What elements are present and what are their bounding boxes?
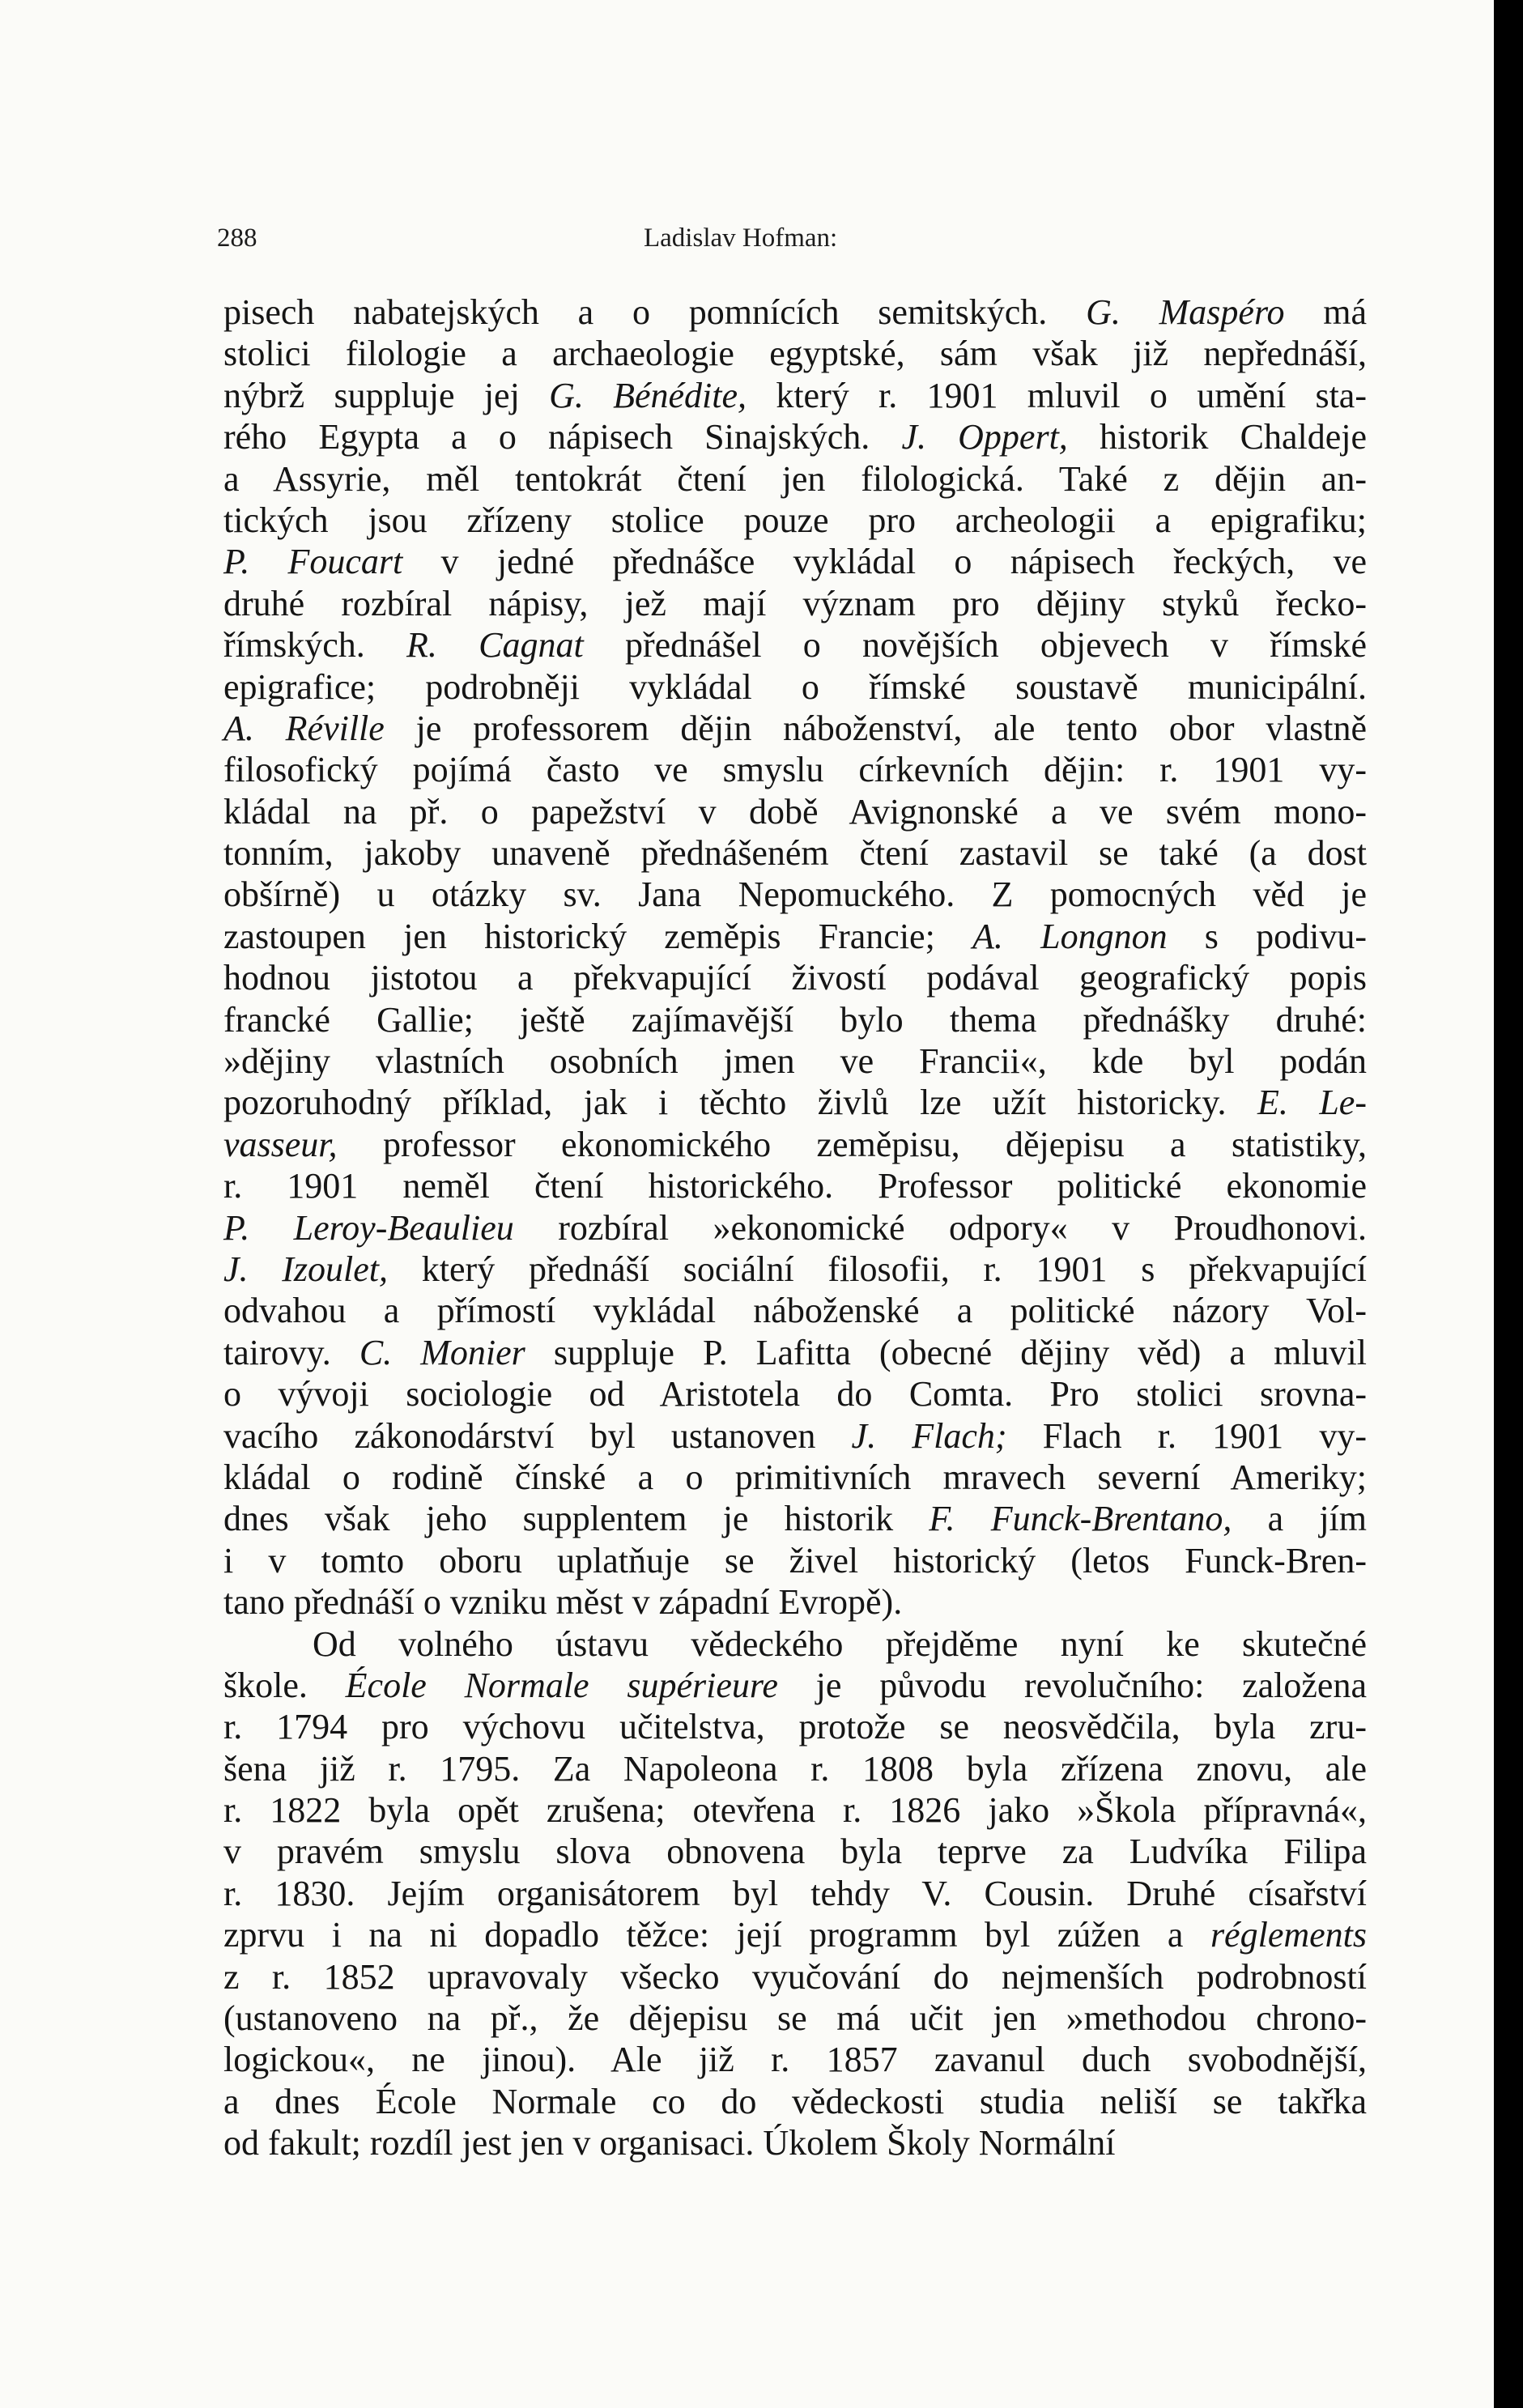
text-line bbox=[223, 458, 1367, 500]
text-run: který přednáší sociální filosofii, r. 1901 s překvapující bbox=[388, 1249, 1367, 1289]
text-run: professor ekonomického zeměpisu, dějepisu a statistiky, bbox=[337, 1124, 1367, 1164]
text-run: tairovy. bbox=[223, 1332, 359, 1372]
text-line bbox=[223, 500, 1367, 541]
text-line bbox=[223, 1124, 1367, 1165]
text-line bbox=[223, 1415, 1367, 1457]
text-run: v jedné přednášce vykládal o nápisech řeckých, ve bbox=[402, 542, 1368, 582]
paragraph bbox=[223, 1623, 1367, 2164]
text-line bbox=[223, 333, 1367, 374]
text-run: z r. 1852 upravovaly všecko vyučování do nejmenších podrobností bbox=[223, 1956, 1367, 1997]
italic-name: J. Flach; bbox=[851, 1415, 1007, 1456]
text-run: nýbrž suppluje jej bbox=[223, 375, 550, 415]
text-line bbox=[223, 666, 1367, 708]
text-line bbox=[223, 874, 1367, 915]
page-number: 288 bbox=[217, 223, 257, 253]
italic-name: vasseur, bbox=[223, 1124, 338, 1164]
italic-name: G. Maspéro bbox=[1086, 292, 1285, 332]
italic-name: R. Cagnat bbox=[406, 625, 584, 666]
text-line bbox=[223, 2039, 1367, 2080]
text-run: a Assyrie, měl tentokrát čtení jen filologická. Také z dějin an- bbox=[223, 458, 1367, 499]
text-line bbox=[223, 1540, 1367, 1581]
text-line bbox=[223, 957, 1367, 998]
text-run: pozoruhodný příklad, jak i těchto živlů lze užít historicky. bbox=[223, 1083, 1257, 1123]
text-line bbox=[223, 708, 1367, 749]
text-run: (ustanoveno na př., že dějepisu se má učit jen »methodou chrono- bbox=[223, 1998, 1367, 2039]
text-run: r. 1901 neměl čtení historického. Professor politické ekonomie bbox=[223, 1166, 1367, 1206]
text-line bbox=[223, 624, 1367, 666]
text-run: filosofický pojímá často ve smyslu církevních dějin: r. 1901 vy- bbox=[223, 750, 1367, 790]
text-line bbox=[223, 1290, 1367, 1331]
text-line bbox=[223, 291, 1367, 333]
text-run: historik Chaldeje bbox=[1067, 417, 1367, 457]
italic-name: C. Monier bbox=[359, 1332, 525, 1372]
text-run: pisech nabatejských a o pomnících semitských. bbox=[223, 292, 1087, 332]
text-line bbox=[223, 1789, 1367, 1831]
text-line bbox=[223, 749, 1367, 790]
text-run: Flach r. 1901 vy- bbox=[1006, 1415, 1367, 1456]
text-run: škole. bbox=[223, 1665, 346, 1705]
text-run: rozbíral »ekonomické odpory« v Proudhonovi. bbox=[513, 1207, 1367, 1248]
text-run: i v tomto oboru uplatňuje se živel historický (letos Funck-Bren- bbox=[223, 1540, 1367, 1581]
text-run: v pravém smyslu slova obnovena byla teprve za Ludvíka Filipa bbox=[223, 1832, 1367, 1872]
text-run: tano přednáší o vzniku měst v západní Evropě). bbox=[223, 1582, 903, 1623]
text-line bbox=[223, 2081, 1367, 2122]
text-run: stolici filologie a archaeologie egyptské, sám však již nepřednáší, bbox=[223, 334, 1367, 374]
text-line bbox=[223, 1040, 1367, 1082]
text-line bbox=[223, 1373, 1367, 1415]
text-run: a jím bbox=[1232, 1499, 1367, 1539]
text-line bbox=[223, 2122, 1367, 2163]
text-run: který r. 1901 mluvil o umění sta- bbox=[747, 375, 1367, 415]
text-run: je původu revolučního: založena bbox=[777, 1665, 1367, 1705]
text-line bbox=[223, 1623, 1367, 1665]
text-line bbox=[223, 375, 1367, 416]
italic-name: P. Foucart bbox=[223, 542, 403, 582]
text-run: r. 1794 pro výchovu učitelstva, protože se neosvědčila, byla zru- bbox=[223, 1707, 1367, 1747]
text-line bbox=[223, 1165, 1367, 1206]
text-line bbox=[223, 791, 1367, 832]
text-line bbox=[223, 999, 1367, 1040]
italic-name: E. Le- bbox=[1257, 1083, 1367, 1123]
italic-name: P. Leroy-Beaulieu bbox=[223, 1207, 514, 1248]
text-line bbox=[223, 1956, 1367, 1997]
text-line bbox=[223, 1498, 1367, 1539]
italic-name: A. Réville bbox=[223, 708, 385, 748]
text-run: a dnes École Normale co do vědeckosti studia neliší se takřka bbox=[223, 2081, 1367, 2121]
text-line bbox=[223, 1831, 1367, 1872]
text-run: epigrafice; podrobněji vykládal o římské soustavě municipální. bbox=[223, 666, 1367, 707]
italic-name: réglements bbox=[1210, 1915, 1367, 1955]
italic-name: J. Izoulet, bbox=[223, 1249, 389, 1289]
text-line bbox=[223, 1581, 1367, 1623]
text-run: šena již r. 1795. Za Napoleona r. 1808 byla zřízena znovu, ale bbox=[223, 1748, 1367, 1789]
text-run: hodnou jistotou a překvapující živostí podával geografický popis bbox=[223, 958, 1367, 998]
text-run: o vývoji sociologie od Aristotela do Comta. Pro stolici srovna- bbox=[223, 1374, 1367, 1415]
text-run: rého Egypta a o nápisech Sinajských. bbox=[223, 417, 902, 457]
text-line bbox=[223, 1914, 1367, 1955]
text-line bbox=[223, 1249, 1367, 1290]
text-run: zastoupen jen historický zeměpis Francie; bbox=[223, 916, 973, 956]
text-line bbox=[223, 583, 1367, 624]
text-run: Od volného ústavu vědeckého přejděme nyní ke skutečné bbox=[313, 1623, 1367, 1664]
text-run: dnes však jeho supplentem je historik bbox=[223, 1499, 930, 1539]
text-run: r. 1830. Jejím organisátorem byl tehdy V. Cousin. Druhé císařství bbox=[223, 1873, 1367, 1913]
italic-name: École Normale supérieure bbox=[345, 1665, 778, 1705]
italic-name: J. Oppert, bbox=[901, 417, 1068, 457]
running-head-title: Ladislav Hofman: bbox=[644, 223, 838, 253]
text-line bbox=[223, 1332, 1367, 1373]
text-line bbox=[223, 1748, 1367, 1789]
text-run: logickou«, ne jinou). Ale již r. 1857 zavanul duch svobodnější, bbox=[223, 2040, 1367, 2080]
text-run: francké Gallie; ještě zajímavější bylo thema přednášky druhé: bbox=[223, 999, 1367, 1040]
text-line bbox=[223, 1873, 1367, 1914]
text-run: římských. bbox=[223, 625, 407, 666]
text-line bbox=[223, 1665, 1367, 1706]
text-run: »dějiny vlastních osobních jmen ve Francii«, kde byl podán bbox=[223, 1041, 1367, 1082]
italic-name: F. Funck-Brentano, bbox=[929, 1499, 1232, 1539]
italic-name: A. Longnon bbox=[972, 916, 1168, 956]
body-text bbox=[223, 291, 1367, 2164]
text-run: druhé rozbíral nápisy, jež mají význam pro dějiny styků řecko- bbox=[223, 583, 1367, 623]
paragraph bbox=[223, 291, 1367, 1623]
text-line bbox=[223, 832, 1367, 874]
text-line bbox=[223, 1457, 1367, 1498]
text-run: je professorem dějin náboženství, ale tento obor vlastně bbox=[384, 708, 1368, 748]
text-run: tonním, jakoby unaveně přednášeném čtení zastavil se také (a dost bbox=[223, 833, 1367, 874]
text-run: od fakult; rozdíl jest jen v organisaci. Úkolem Školy Normální bbox=[223, 2123, 1116, 2163]
text-run: zprvu i na ni dopadlo těžce: její programm byl zúžen a bbox=[223, 1915, 1210, 1955]
text-run: má bbox=[1284, 292, 1367, 332]
text-run: přednášel o novějších objevech v římské bbox=[583, 625, 1367, 666]
text-run: r. 1822 byla opět zrušena; otevřena r. 1826 jako »Škola přípravná«, bbox=[223, 1790, 1367, 1831]
text-line bbox=[223, 1082, 1367, 1123]
text-run: kládal o rodině čínské a o primitivních mravech severní Ameriky; bbox=[223, 1457, 1367, 1497]
text-run: s podivu- bbox=[1167, 916, 1367, 956]
text-line bbox=[223, 541, 1367, 582]
text-line bbox=[223, 1207, 1367, 1249]
text-run: kládal na př. o papežství v době Avignonské a ve svém mono- bbox=[223, 791, 1367, 832]
text-line bbox=[223, 416, 1367, 457]
text-run: tických jsou zřízeny stolice pouze pro archeologii a epigrafiku; bbox=[223, 500, 1367, 540]
text-run: odvahou a přímostí vykládal náboženské a politické názory Vol- bbox=[223, 1291, 1367, 1331]
text-run: obšírně) u otázky sv. Jana Nepomuckého. Z pomocných věd je bbox=[223, 874, 1367, 915]
text-line bbox=[223, 1706, 1367, 1747]
text-line bbox=[223, 1997, 1367, 2039]
italic-name: G. Bénédite, bbox=[549, 375, 747, 415]
text-run: suppluje P. Lafitta (obecné dějiny věd) a mluvil bbox=[525, 1332, 1367, 1372]
text-line bbox=[223, 916, 1367, 957]
text-run: vacího zákonodárství byl ustanoven bbox=[223, 1415, 852, 1456]
